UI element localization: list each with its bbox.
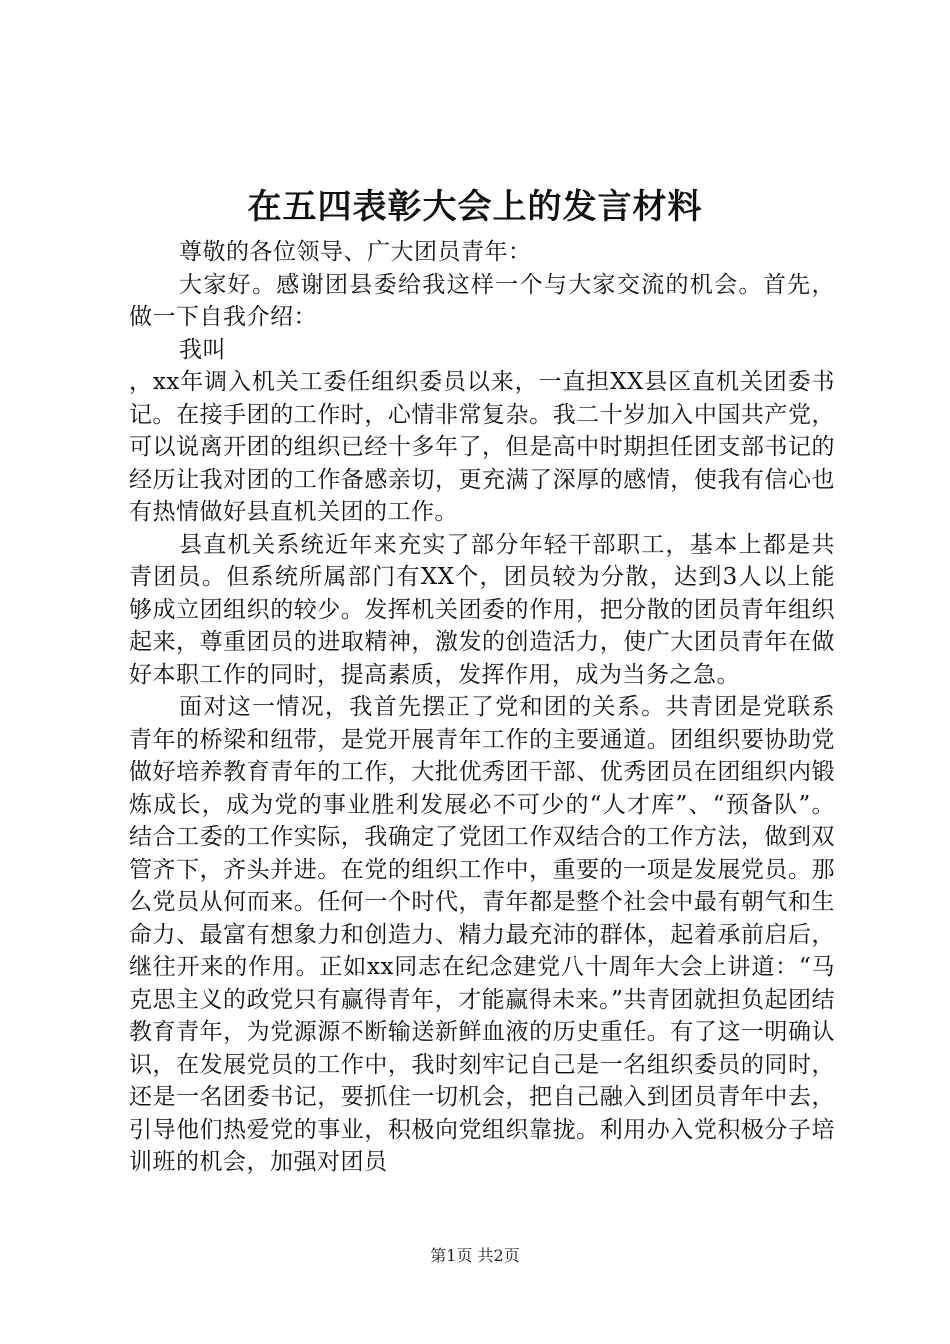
paragraph-approach: 面对这一情况，我首先摆正了党和团的关系。共青团是党联系青年的桥梁和纽带，是党开展青年工作的主要通道。团组织要协助党做好培养教育青年的工作，大批优秀团干部、优秀团员在团组织内锻炼成长，成为党的事业胜利发展必不可少的“人才库”、“预备队”。结合工委的工作实际，我确定了党团工作双结合的工作方法，做到双管齐下，齐头并进。在党的组织工作中，重要的一项是发展党员。那么党员从何而来。任何一个时代，青年都是整个社会中最有朝气和生命力、最富有想象力和创造力、精力最充沛的群体，起着承前启后，继往开来的作用。正如xx同志在纪念建党八十周年大会上讲道：“马克思主义的政党只有赢得青年，才能赢得未来。”共青团就担负起团结教育青年，为党源源不断输送新鲜血液的历史重任。有了这一明确认识，在发展党员的工作中，我时刻牢记自己是一名组织委员的同时，还是一名团委书记，要抓住一切机会，把自己融入到团员青年中去，引导他们热爱党的事业，积极向党组织靠拢。利用办入党积极分子培训班的机会，加强对团员 xyxy=(129,694,835,1175)
document-title: 在五四表彰大会上的发言材料 xyxy=(247,187,703,227)
page-footer: 第1页 共2页 xyxy=(430,1246,520,1265)
paragraph-greeting: 大家好。感谢团县委给我这样一个与大家交流的机会。首先，做一下自我介绍： xyxy=(129,271,835,330)
paragraph-background: ，xx年调入机关工委任组织委员以来，一直担XX县区直机关团委书记。在接手团的工作时，心情非常复杂。我二十岁加入中国共产党，可以说离开团的组织已经十多年了，但是高中时期担任团支部书记的经历让我对团的工作备感亲切，更充满了深厚的感情，使我有信心也有热情做好县直机关团的工作。 xyxy=(129,369,835,525)
paragraph-salutation: 尊敬的各位领导、广大团员青年： xyxy=(179,239,532,265)
document-body xyxy=(129,236,835,1179)
paragraph-situation: 县直机关系统近年来充实了部分年轻干部职工，基本上都是共青团员。但系统所属部门有XX个，团员较为分散，达到3人以上能够成立团组织的较少。发挥机关团委的作用，把分散的团员青年组织起来，尊重团员的进取精神，激发的创造活力，使广大团员青年在做好本职工作的同时，提高素质，发挥作用，成为当务之急。 xyxy=(129,531,835,688)
paragraph-name: 我叫 xyxy=(179,336,226,363)
